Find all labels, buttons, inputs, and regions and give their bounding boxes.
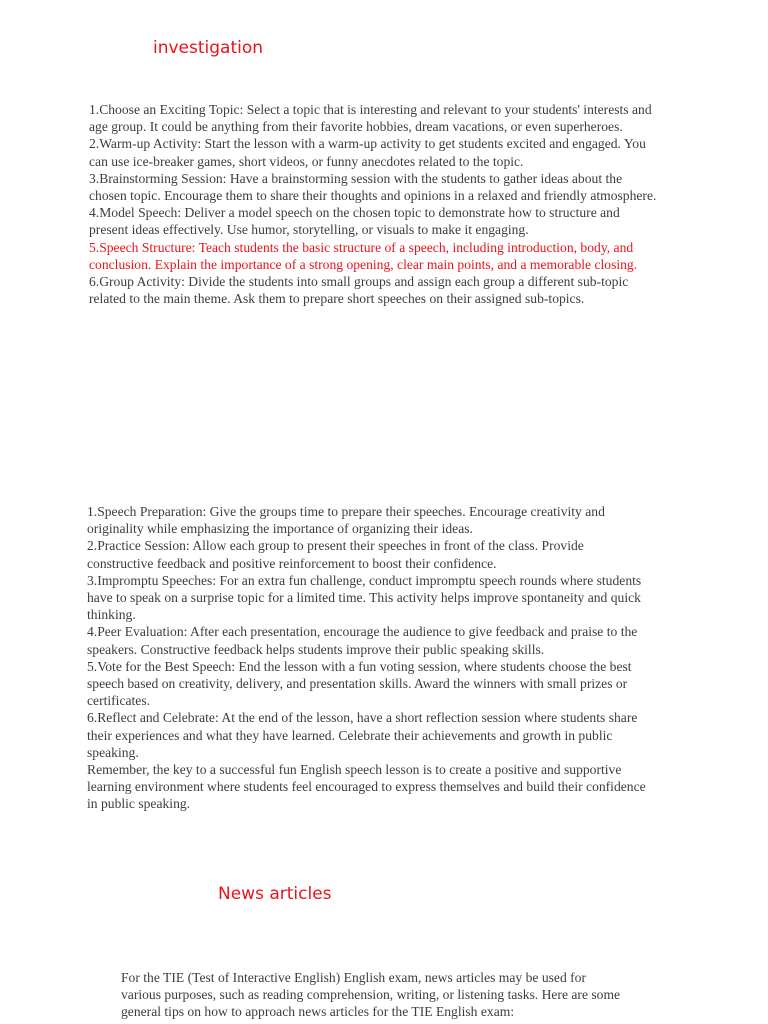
list-item: 5.Vote for the Best Speech: End the lesson with a fun voting session, where students choose the best speech based on creativity, delivery, and presentation skills. Award the winners with small prizes or certificates. <box>87 658 632 709</box>
list-item: 3.Impromptu Speeches: For an extra fun challenge, conduct impromptu speech rounds where students have to speak on a surprise topic for a limited time. This activity helps improve spontaneity and quick thinking. <box>87 572 642 623</box>
section-title-news-articles: News articles <box>218 884 332 904</box>
closing-paragraph: Remember, the key to a successful fun English speech lesson is to create a positive and supportive learning environment where students feel encouraged to express themselves and build their confidence in public speaking. <box>87 762 646 812</box>
list-item: 6.Reflect and Celebrate: At the end of the lesson, have a short reflection session where students share their experiences and what they have learned. Celebrate their achievements and growth in public speaking. <box>87 710 638 760</box>
list-item: 3.Brainstorming Session: Have a brainstorming session with the students to gather ideas about the chosen topic. Encourage them to share their thoughts and opinions in a relaxed and friendly atmosphere. <box>89 170 657 204</box>
list-item: 2.Warm-up Activity: Start the lesson with a warm-up activity to get students excited and engaged. You can use ice-breaker games, short videos, or funny anecdotes related to the topic. <box>89 136 646 169</box>
list-item: 1.Speech Preparation: Give the groups time to prepare their speeches. Encourage creativity and originality while emphasizing the importance of organizing their ideas. <box>87 504 605 537</box>
list-item: 6.Group Activity: Divide the students into small groups and assign each group a different sub-topic related to the main theme. Ask them to prepare short speeches on their assigned sub-topics. <box>89 274 629 307</box>
lesson-steps-list <box>89 101 661 307</box>
speech-activities-list <box>87 503 653 813</box>
list-item: 4.Model Speech: Deliver a model speech on the chosen topic to demonstrate how to structure and present ideas effectively. Use humor, storytelling, or visuals to make it engaging. <box>89 205 620 238</box>
list-item: 1.Choose an Exciting Topic: Select a topic that is interesting and relevant to your students' interests and age group. It could be anything from their favorite hobbies, dream vacations, or even superheroes. <box>89 102 652 135</box>
news-articles-intro <box>121 969 626 1021</box>
section-title-investigation: investigation <box>153 38 264 58</box>
list-item: 4.Peer Evaluation: After each presentation, encourage the audience to give feedback and praise to the speakers. Constructive feedback helps students improve their public speaking skills. <box>87 624 638 657</box>
intro-paragraph: For the TIE (Test of Interactive English) English exam, news articles may be used for various purposes, such as reading comprehension, writing, or listening tasks. Here are some general tips on how to approach news articles for the TIE English exam: <box>121 970 621 1020</box>
list-item-highlighted: 5.Speech Structure: Teach students the basic structure of a speech, including introduction, body, and conclusion. Explain the importance of a strong opening, clear main points, and a memorable closing. <box>89 239 638 272</box>
list-item: 2.Practice Session: Allow each group to present their speeches in front of the class. Provide constructive feedback and positive reinforcement to boost their confidence. <box>87 538 584 571</box>
